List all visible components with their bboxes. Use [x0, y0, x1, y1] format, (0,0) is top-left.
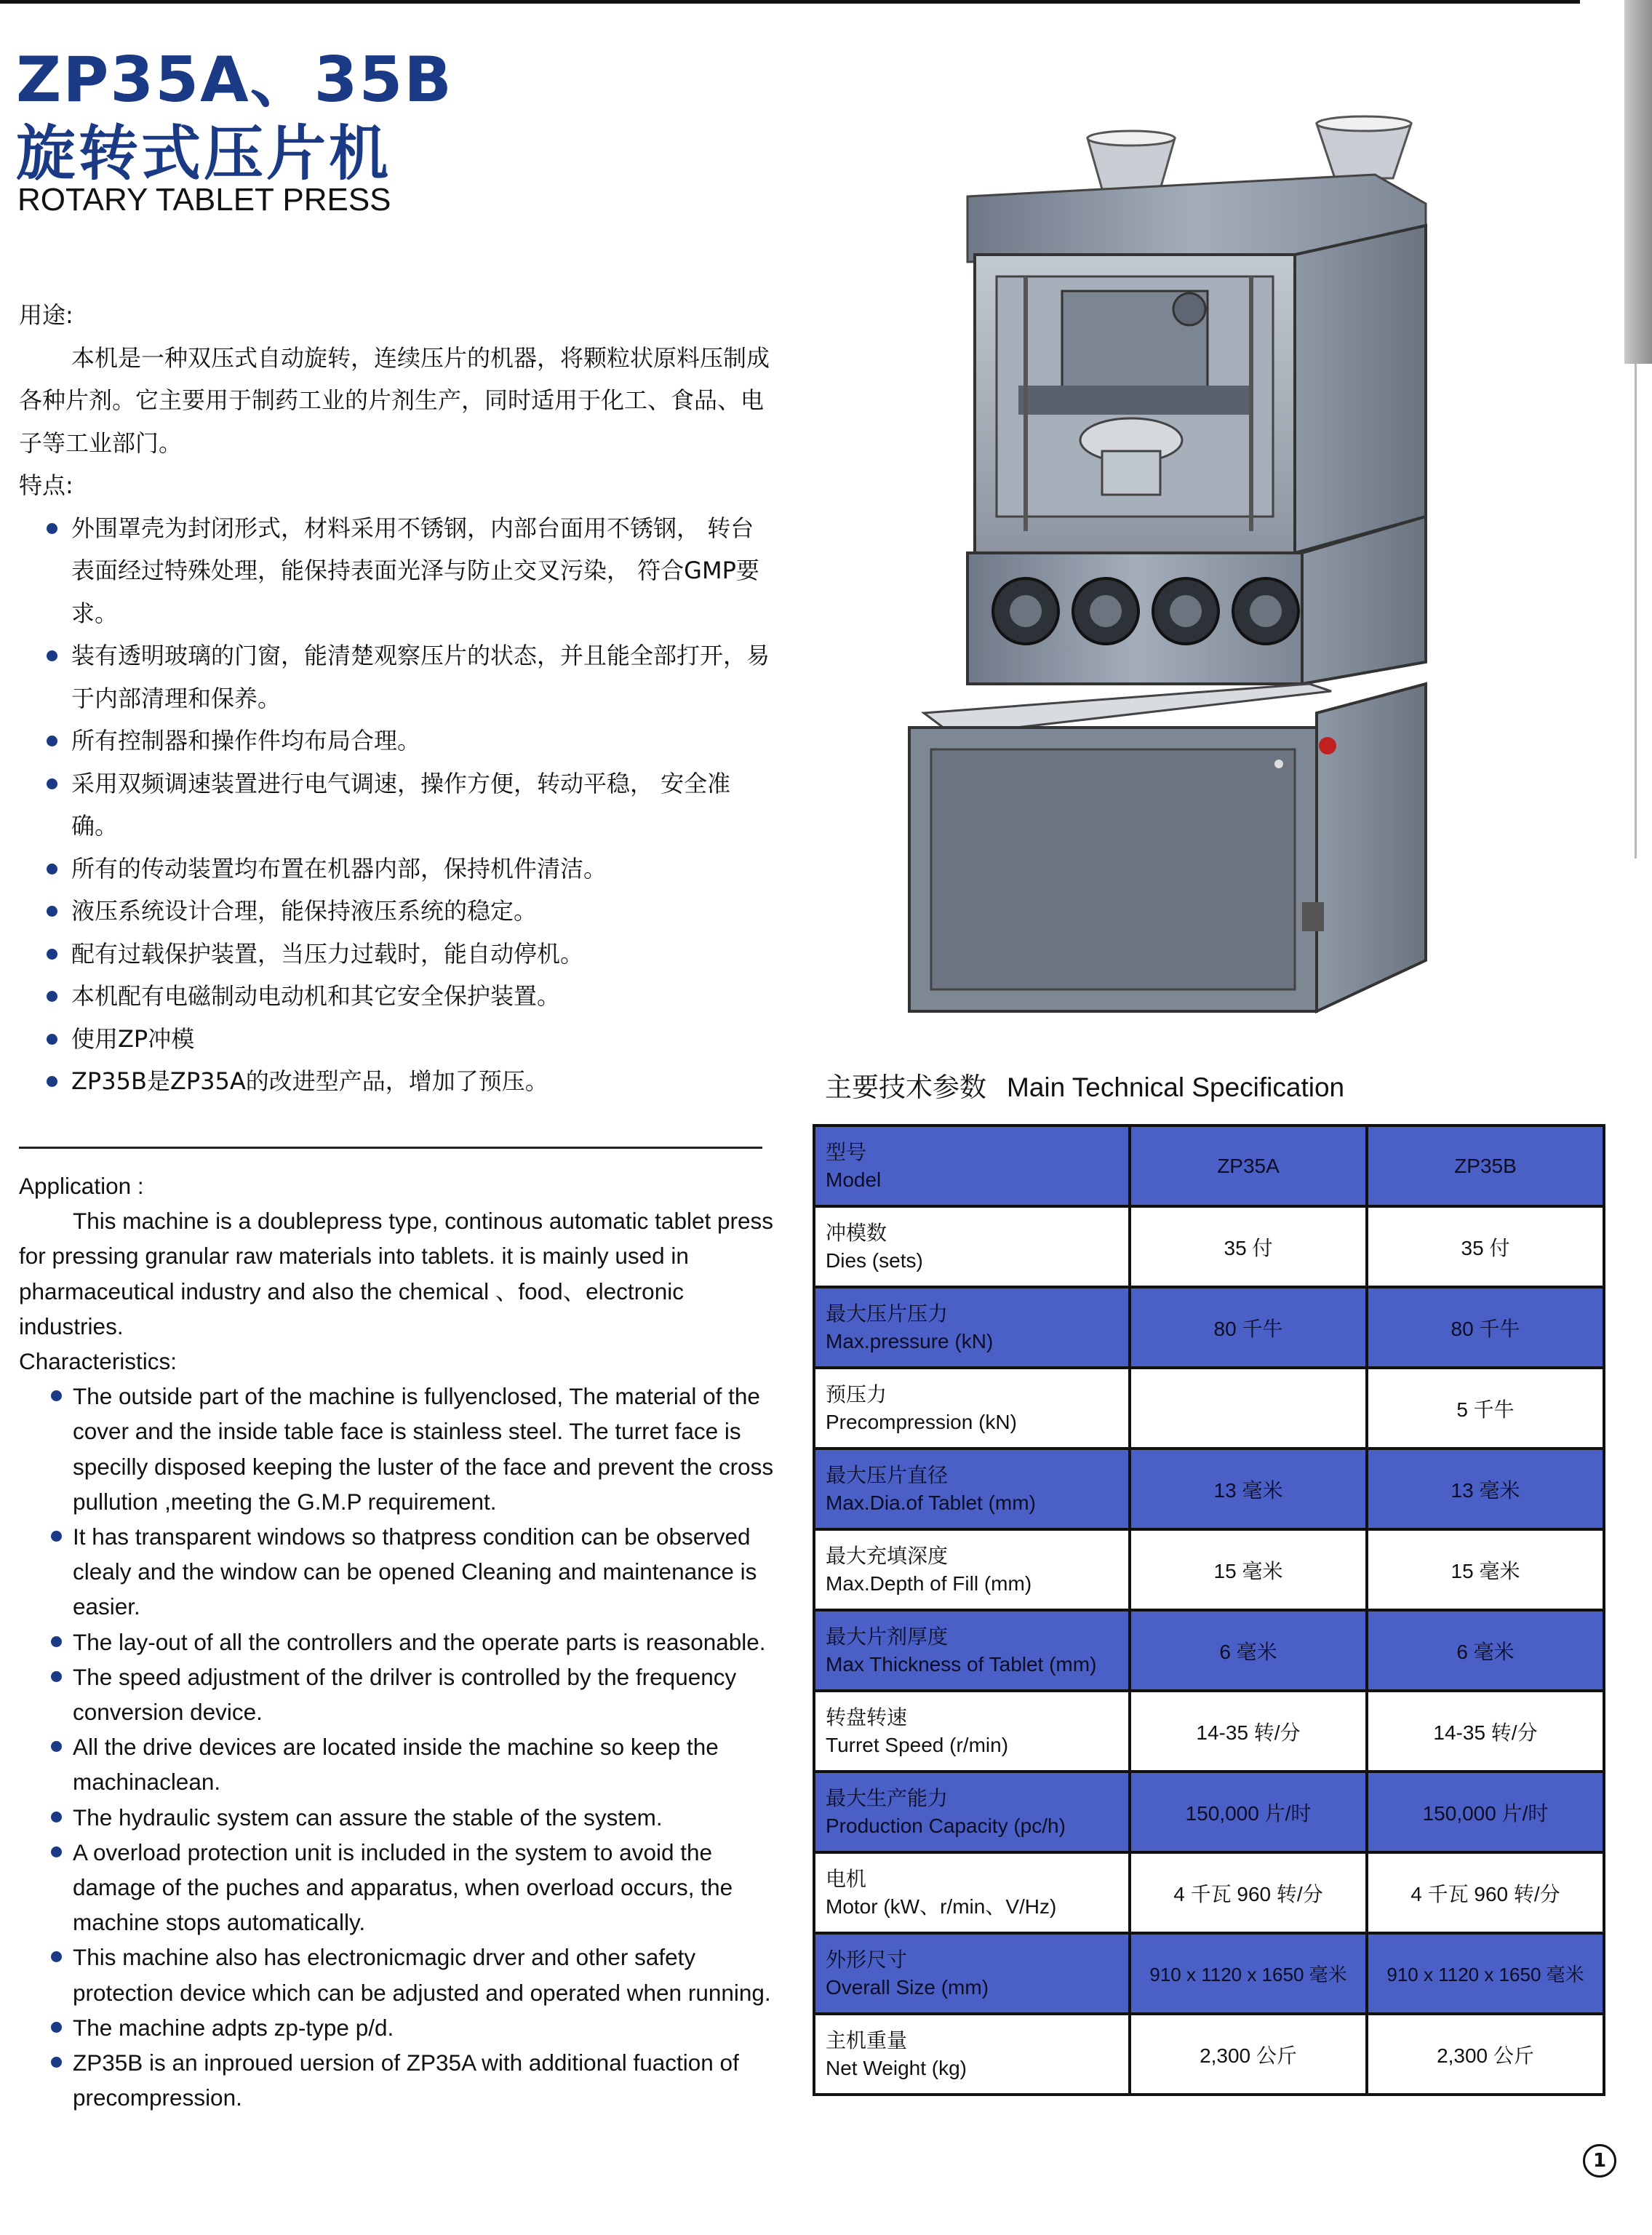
spec-row-label — [814, 1287, 1130, 1368]
spec-table — [813, 1124, 1605, 2096]
spec-row-label — [814, 1933, 1130, 2014]
spec-row-motor — [814, 1852, 1604, 1933]
spec-cell-zp35a: 910 x 1120 x 1650 毫米 — [1130, 1933, 1367, 2014]
spec-cell-zp35b: 5 千牛 — [1367, 1368, 1604, 1449]
spec-cell-zp35b: 2,300 公斤 — [1367, 2014, 1604, 2095]
spec-row-net-weight — [814, 2014, 1604, 2095]
spec-cell-zp35a — [1130, 1368, 1367, 1449]
spec-row-label — [814, 1368, 1130, 1449]
label-en: Production Capacity (pc/h) — [826, 1814, 1066, 1837]
characteristics-label: Characteristics: — [19, 1348, 177, 1375]
spec-cell-zp35a: 150,000 片/时 — [1130, 1772, 1367, 1852]
label-en: Max.Dia.of Tablet (mm) — [826, 1491, 1036, 1514]
label-cn: 电机 — [826, 1867, 867, 1890]
characteristic-item: It has transparent windows so thatpress condition can be observed clealy and the window can be opened Cleaning and maintenance is easier. — [19, 1519, 775, 1625]
usage-label: 用途: — [19, 301, 73, 329]
label-en: Net Weight (kg) — [826, 2056, 967, 2079]
spec-cell-zp35a: 35 付 — [1130, 1206, 1367, 1287]
indicator-light — [1319, 737, 1336, 754]
spec-row-precompression — [814, 1368, 1604, 1449]
spec-title-en: Main Technical Specification — [1007, 1072, 1345, 1102]
spec-title — [825, 1065, 1344, 1104]
spec-cell-zp35b: 15 毫米 — [1367, 1529, 1604, 1610]
label-en: Turret Speed (r/min) — [826, 1733, 1009, 1756]
chinese-description — [19, 294, 775, 1103]
handwheel-1 — [993, 578, 1058, 644]
chinese-title: 旋转式压片机 — [16, 119, 392, 188]
spec-row-max-thickness — [814, 1610, 1604, 1691]
characteristic-item: The machine adpts zp-type p/d. — [19, 2010, 775, 2045]
characteristic-item: ZP35B is an inproued uersion of ZP35A with additional fuaction of precompression. — [19, 2045, 775, 2115]
label-en: Max.Depth of Fill (mm) — [826, 1571, 1032, 1595]
characteristic-item: The lay-out of all the controllers and the operate parts is reasonable. — [19, 1625, 775, 1660]
characteristic-item: The speed adjustment of the drilver is controlled by the frequency conversion device. — [19, 1660, 775, 1729]
spec-cell-zp35a: 6 毫米 — [1130, 1610, 1367, 1691]
characteristics-list — [19, 1379, 775, 2115]
application-text: This machine is a doublepress type, continous automatic tablet press for pressing granular raw materials into tablets. it is mainly used in pharmaceutical industry and also the chemical 、food、electronic industries. — [19, 1208, 774, 1339]
spec-header-zp35a: ZP35A — [1130, 1126, 1367, 1206]
label-en: Model — [826, 1168, 882, 1191]
label-en: Precompression (kN) — [826, 1410, 1017, 1433]
spec-cell-zp35b: 13 毫米 — [1367, 1449, 1604, 1529]
spec-row-turret-speed — [814, 1691, 1604, 1772]
spec-cell-zp35a: 14-35 转/分 — [1130, 1691, 1367, 1772]
spec-cell-zp35b: 150,000 片/时 — [1367, 1772, 1604, 1852]
model-title: ZP35A、35B — [16, 44, 453, 116]
spec-row-label — [814, 2014, 1130, 2095]
handwheel-3 — [1153, 578, 1218, 644]
spec-row-dies — [814, 1206, 1604, 1287]
characteristic-item: This machine also has electronicmagic drver and other safety protection device which can be adjusted and operated when running. — [19, 1940, 775, 2009]
label-en: Overall Size (mm) — [826, 1975, 989, 1999]
spec-row-capacity — [814, 1772, 1604, 1852]
spec-row-max-depth — [814, 1529, 1604, 1610]
label-cn: 最大生产能力 — [826, 1786, 949, 1809]
page-edge-strip — [1624, 0, 1652, 2235]
feature-item: 所有的传动装置均布置在机器内部，保持机件清洁。 — [19, 848, 775, 891]
label-en: Max.pressure (kN) — [826, 1329, 994, 1352]
feature-item: 装有透明玻璃的门窗，能清楚观察压片的状态，并且能全部打开，易于内部清理和保养。 — [19, 634, 775, 720]
application-label: Application : — [19, 1173, 144, 1199]
label-cn: 外形尺寸 — [826, 1948, 908, 1971]
label-en: Motor (kW、r/min、V/Hz) — [826, 1895, 1057, 1918]
characteristic-item: A overload protection unit is included in the system to avoid the damage of the puches and apparatus, when overload occurs, the machine stops automatically. — [19, 1835, 775, 1940]
hopper-left — [1088, 131, 1175, 189]
features-list — [19, 507, 775, 1103]
english-title: ROTARY TABLET PRESS — [17, 182, 391, 218]
spec-cell-zp35b: 35 付 — [1367, 1206, 1604, 1287]
usage-text: 本机是一种双压式自动旋转，连续压片的机器，将颗粒状原料压制成各种片剂。它主要用于制药工业的片剂生产，同时适用于化工、食品、电子等工业部门。 — [19, 343, 770, 457]
spec-row-label — [814, 1772, 1130, 1852]
spec-row-max-dia — [814, 1449, 1604, 1529]
feature-item: 采用双频调速装置进行电气调速，操作方便，转动平稳， 安全准确。 — [19, 762, 775, 848]
handwheel-4 — [1233, 578, 1298, 644]
label-cn: 主机重量 — [826, 2028, 908, 2052]
spec-cell-zp35b: 910 x 1120 x 1650 毫米 — [1367, 1933, 1604, 2014]
spec-cell-zp35a: 13 毫米 — [1130, 1449, 1367, 1529]
spec-cell-zp35b: 6 毫米 — [1367, 1610, 1604, 1691]
feature-item: 使用ZP冲模 — [19, 1018, 775, 1061]
spec-row-overall-size — [814, 1933, 1604, 2014]
spec-row-label — [814, 1691, 1130, 1772]
spec-row-label — [814, 1610, 1130, 1691]
spec-cell-zp35a: 15 毫米 — [1130, 1529, 1367, 1610]
label-cn: 最大片剂厚度 — [826, 1625, 949, 1648]
spec-cell-zp35a: 2,300 公斤 — [1130, 2014, 1367, 2095]
label-en: Dies (sets) — [826, 1248, 923, 1272]
spec-row-label — [814, 1206, 1130, 1287]
section-divider — [19, 1147, 762, 1149]
feature-item: ZP35B是ZP35A的改进型产品，增加了预压。 — [19, 1060, 775, 1103]
label-en: Max Thickness of Tablet (mm) — [826, 1652, 1097, 1676]
spec-cell-zp35a: 4 千瓦 960 转/分 — [1130, 1852, 1367, 1933]
feature-item: 液压系统设计合理，能保持液压系统的稳定。 — [19, 890, 775, 933]
spec-cell-zp35a: 80 千牛 — [1130, 1287, 1367, 1368]
feature-item: 外围罩壳为封闭形式，材料采用不锈钢，内部台面用不锈钢， 转台表面经过特殊处理，能保持表面光泽与防止交叉污染， 符合GMP要求。 — [19, 507, 775, 635]
top-rule — [0, 0, 1580, 4]
feature-item: 本机配有电磁制动电动机和其它安全保护装置。 — [19, 975, 775, 1018]
hopper-right — [1317, 116, 1411, 178]
spec-cell-zp35b: 14-35 转/分 — [1367, 1691, 1604, 1772]
characteristic-item: The hydraulic system can assure the stable of the system. — [19, 1800, 775, 1835]
machine-photo — [880, 109, 1433, 1019]
label-cn: 预压力 — [826, 1382, 887, 1406]
spec-row-label — [814, 1852, 1130, 1933]
spec-row-label — [814, 1529, 1130, 1610]
spec-row-max-pressure — [814, 1287, 1604, 1368]
label-cn: 型号 — [826, 1140, 867, 1163]
characteristic-item: All the drive devices are located inside the machine so keep the machinaclean. — [19, 1729, 775, 1799]
spec-header-zp35b: ZP35B — [1367, 1126, 1604, 1206]
spec-cell-zp35b: 80 千牛 — [1367, 1287, 1604, 1368]
label-cn: 冲模数 — [826, 1221, 887, 1244]
characteristic-item: The outside part of the machine is fullyenclosed, The material of the cover and the inside table face is stainless steel. The turret face is specilly disposed keeping the luster of the face and prevent the cross pullution ,meeting the G.M.P requirement. — [19, 1379, 775, 1519]
spec-row-label — [814, 1449, 1130, 1529]
spec-header-label — [814, 1126, 1130, 1206]
label-cn: 最大压片直径 — [826, 1463, 949, 1486]
spec-title-cn: 主要技术参数 — [825, 1072, 986, 1103]
feature-item: 配有过载保护装置，当压力过载时，能自动停机。 — [19, 933, 775, 976]
label-cn: 转盘转速 — [826, 1705, 908, 1729]
english-description — [19, 1168, 775, 2115]
spec-header-row — [814, 1126, 1604, 1206]
label-cn: 最大充填深度 — [826, 1544, 949, 1567]
label-cn: 最大压片压力 — [826, 1302, 949, 1325]
spec-cell-zp35b: 4 千瓦 960 转/分 — [1367, 1852, 1604, 1933]
handwheel-2 — [1073, 578, 1138, 644]
features-label: 特点: — [19, 471, 73, 499]
feature-item: 所有控制器和操作件均布局合理。 — [19, 720, 775, 762]
page-number: 1 — [1583, 2144, 1616, 2178]
